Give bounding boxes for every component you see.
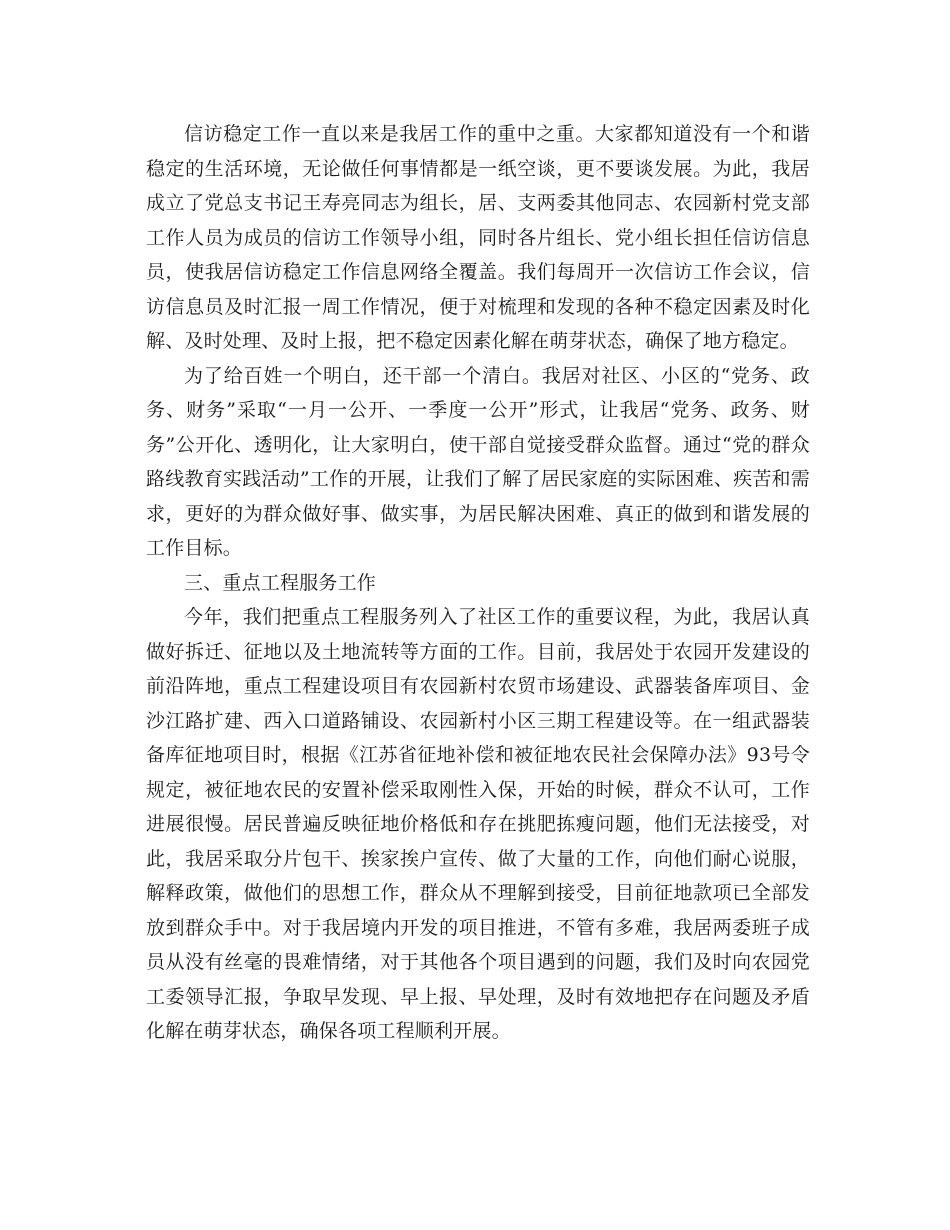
paragraph-transparency: 为了给百姓一个明白，还干部一个清白。我居对社区、小区的“党务、政务、财务”采取“一月一公开、一季度一公开”形式，让我居“党务、政务、财务”公开化、透明化，让大家明白，使干部自觉接受群众监督。通过“党的群众路线教育实践活动”工作的开展，让我们了解了居民家庭的实际困难、疾苦和需求，更好的为群众做好事、做实事，为居民解决困难、真正的做到和谐发展的工作目标。 bbox=[146, 364, 810, 559]
paragraph-key-projects: 今年，我们把重点工程服务列入了社区工作的重要议程，为此，我居认真做好拆迁、征地以及土地流转等方面的工作。目前，我居处于农园开发建设的前沿阵地，重点工程建设项目有农园新村农贸市场建设、武器装备库项目、金沙江路扩建、西入口道路铺设、农园新村小区三期工程建设等。在一组武器装备库征地项目时，根据《江苏省征地补偿和被征地农民社会保障办法》93号令规定，被征地农民的安置补偿采取刚性入保，开始的时候，群众不认可，工作进展很慢。居民普遍反映征地价格低和存在挑肥拣瘦问题，他们无法接受，对此，我居采取分片包干、挨家挨户宣传、做了大量的工作，向他们耐心说服，解释政策，做他们的思想工作，群众从不理解到接受，目前征地款项已全部发放到群众手中。对于我居境内开发的项目推进，不管有多难，我居两委班子成员从没有丝毫的畏难情绪，对于其他各个项目遇到的问题，我们及时向农园党工委领导汇报，争取早发现、早上报、早处理，及时有效地把存在问题及矛盾化解在萌芽状态，确保各项工程顺利开展。 bbox=[146, 606, 810, 1042]
section-heading: 三、重点工程服务工作 bbox=[184, 571, 377, 594]
document-page bbox=[146, 117, 810, 1049]
paragraph-petition-stability: 信访稳定工作一直以来是我居工作的重中之重。大家都知道没有一个和谐稳定的生活环境，无论做任何事情都是一纸空谈，更不要谈发展。为此，我居成立了党总支书记王寿亮同志为组长，居、支两委其他同志、农园新村党支部工作人员为成员的信访工作领导小组，同时各片组长、党小组长担任信访信息员，使我居信访稳定工作信息网络全覆盖。我们每周开一次信访工作会议，信访信息员及时汇报一周工作情况，便于对梳理和发现的各种不稳定因素及时化解、及时处理、及时上报，把不稳定因素化解在萌芽状态，确保了地方稳定。 bbox=[146, 123, 810, 352]
